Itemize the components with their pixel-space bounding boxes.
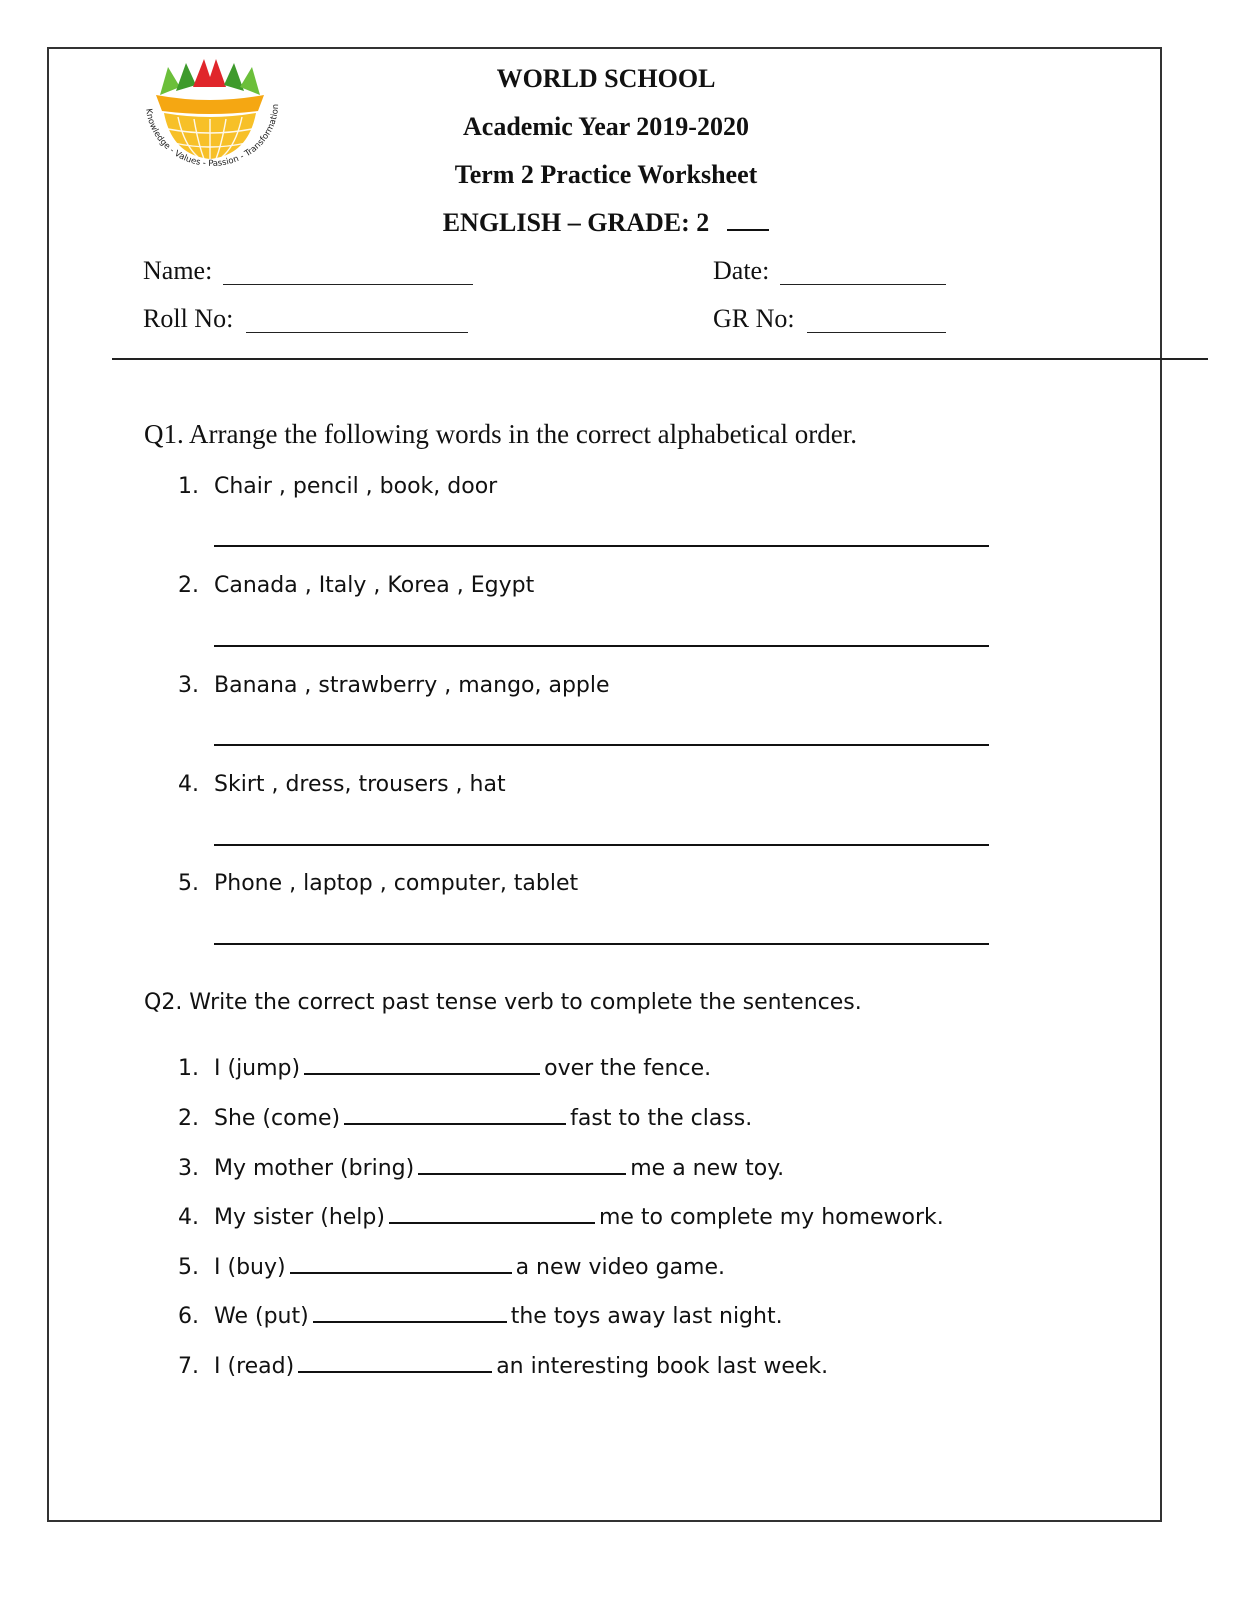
q2-answer-blank[interactable] (389, 1204, 595, 1224)
q1-answer-line[interactable] (214, 844, 989, 846)
school-logo (138, 55, 283, 180)
q1-item-words: Banana , strawberry , mango, apple (214, 673, 610, 698)
q1-item-number: 1. (178, 474, 199, 499)
q1-item-words: Skirt , dress, trousers , hat (214, 772, 506, 797)
q2-item-verb: We (put) (214, 1304, 309, 1329)
q2-item-number: 2. (178, 1106, 199, 1131)
q2-item (178, 1055, 711, 1083)
q2-item-number: 5. (178, 1255, 199, 1280)
q2-item-number: 3. (178, 1156, 199, 1181)
q1-item-words: Phone , laptop , computer, tablet (214, 871, 579, 896)
roll-blank[interactable] (246, 332, 468, 333)
roll-label: Roll No: (143, 304, 234, 333)
q2-item-number: 7. (178, 1354, 199, 1379)
q2-item-rest: fast to the class. (570, 1106, 753, 1131)
name-label: Name: (143, 256, 213, 285)
q1-answer-line[interactable] (214, 943, 989, 945)
q2-answer-blank[interactable] (290, 1254, 512, 1274)
q1-item-words: Chair , pencil , book, door (214, 474, 498, 499)
q2-item (178, 1303, 783, 1331)
name-blank[interactable] (223, 284, 473, 285)
subject-grade-text: ENGLISH – GRADE: 2 (442, 208, 710, 237)
date-label: Date: (713, 256, 770, 285)
q2-item-verb: My mother (bring) (214, 1156, 415, 1181)
q2-item (178, 1155, 784, 1183)
q2-item-verb: I (read) (214, 1354, 295, 1379)
q2-item (178, 1353, 828, 1381)
logo-motto: Knowledge - Values - Passion - Transformation (143, 103, 282, 170)
q2-answer-blank[interactable] (298, 1353, 492, 1373)
q1-answer-line[interactable] (214, 545, 989, 547)
q1-item (178, 473, 497, 501)
q2-item (178, 1254, 725, 1282)
gr-blank[interactable] (807, 332, 946, 333)
worksheet-title: Term 2 Practice Worksheet (454, 160, 758, 189)
grade-section-blank (727, 209, 769, 231)
q1-item (178, 572, 534, 600)
q2-item-verb: My sister (help) (214, 1205, 385, 1230)
q1-item (178, 870, 578, 898)
q1-prompt: Q1. Arrange the following words in the correct alphabetical order. (144, 419, 858, 449)
date-blank[interactable] (780, 284, 946, 285)
q2-answer-blank[interactable] (313, 1303, 507, 1323)
q2-item-rest: a new video game. (515, 1255, 726, 1280)
q1-item-number: 2. (178, 573, 199, 598)
subject-grade (300, 208, 912, 238)
q2-prompt: Q2. Write the correct past tense verb to complete the sentences. (144, 990, 862, 1015)
q2-item-number: 6. (178, 1304, 199, 1329)
gr-label: GR No: (713, 304, 795, 333)
q1-item (178, 672, 610, 700)
q1-item-number: 5. (178, 871, 199, 896)
q2-item-verb: I (buy) (214, 1255, 286, 1280)
q2-item-rest: the toys away last night. (510, 1304, 783, 1329)
school-name: WORLD SCHOOL (496, 64, 716, 93)
q2-item-rest: me to complete my homework. (598, 1205, 944, 1230)
q1-item-number: 3. (178, 673, 199, 698)
q2-answer-blank[interactable] (418, 1155, 626, 1175)
q1-item (178, 771, 506, 799)
q2-item (178, 1105, 752, 1133)
q2-answer-blank[interactable] (304, 1055, 540, 1075)
q2-item-verb: I (jump) (214, 1056, 301, 1081)
q2-item-rest: an interesting book last week. (496, 1354, 829, 1379)
q1-item-words: Canada , Italy , Korea , Egypt (214, 573, 535, 598)
academic-year: Academic Year 2019-2020 (463, 112, 749, 141)
q2-item-number: 4. (178, 1205, 199, 1230)
q2-item-number: 1. (178, 1056, 199, 1081)
q2-item (178, 1204, 944, 1232)
q2-item-rest: me a new toy. (630, 1156, 785, 1181)
q1-answer-line[interactable] (214, 744, 989, 746)
q2-item-verb: She (come) (214, 1106, 341, 1131)
q2-answer-blank[interactable] (344, 1105, 566, 1125)
q2-item-rest: over the fence. (544, 1056, 712, 1081)
q1-item-number: 4. (178, 772, 199, 797)
q1-answer-line[interactable] (214, 645, 989, 647)
header-divider (112, 358, 1208, 360)
